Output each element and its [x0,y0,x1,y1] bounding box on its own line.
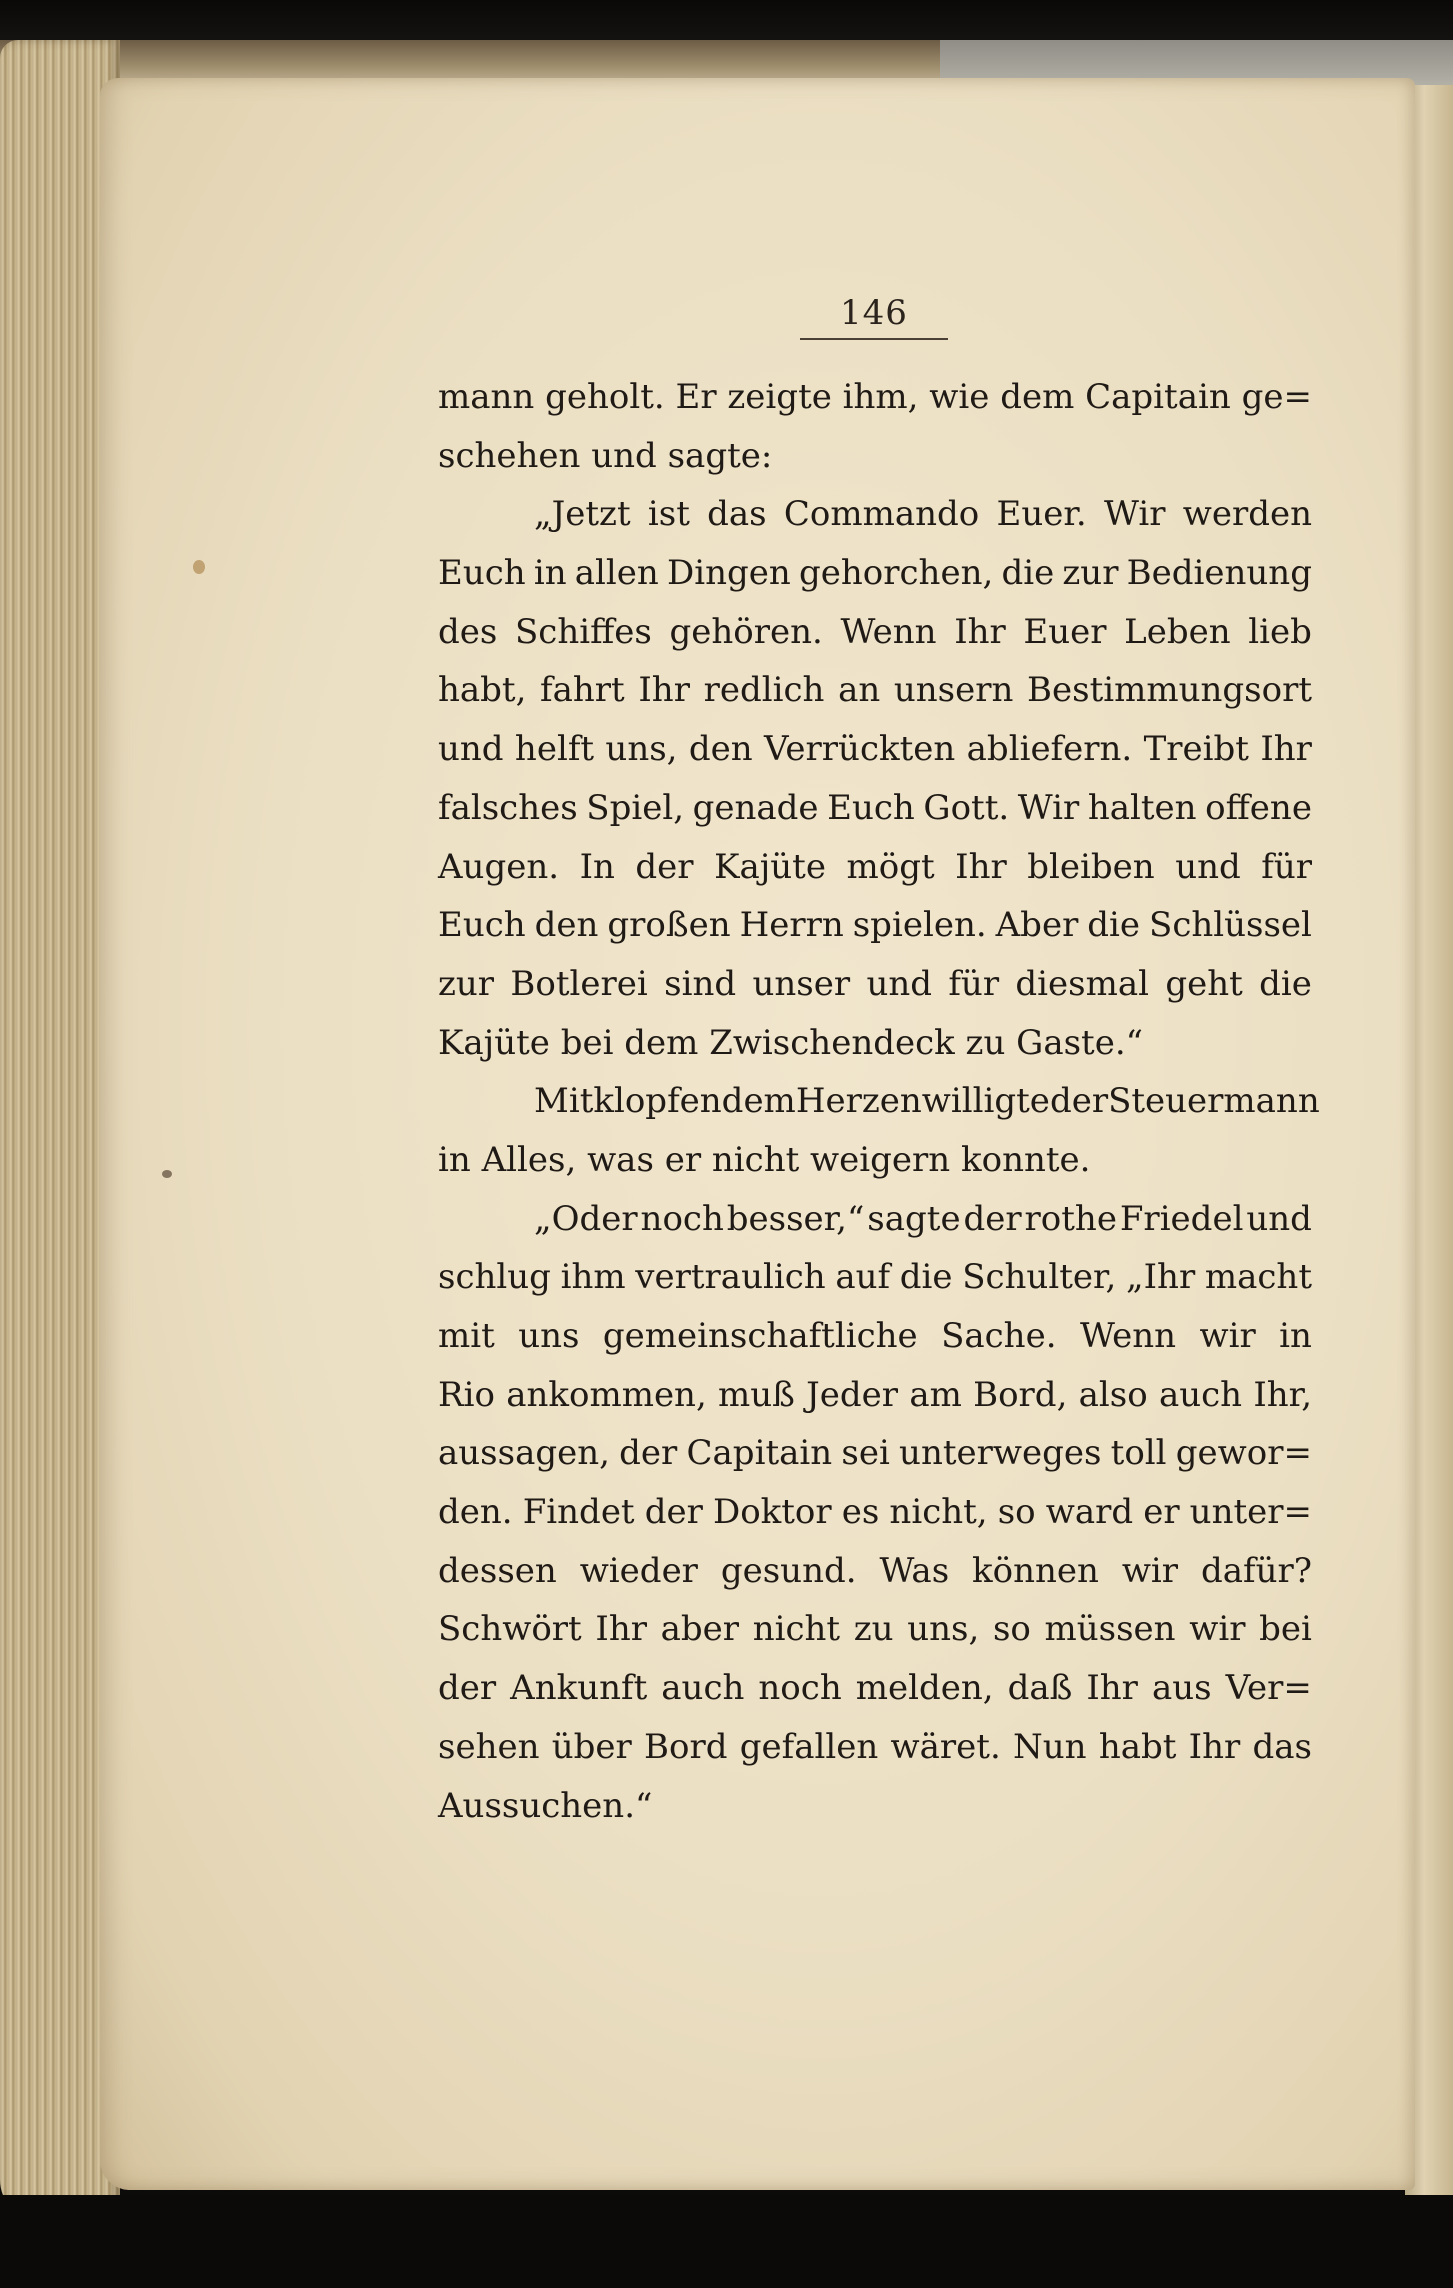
paper-speck [193,560,205,574]
text-line: schehen und sagte: [438,435,773,476]
text-line: mann geholt. Er zeigte ihm, wie dem Capitain ge= [438,377,1312,417]
text-line: aussagen, der Capitain sei unterweges toll gewor= [438,1433,1312,1474]
scan-background-bottom [0,2195,1453,2288]
body-text [438,368,1320,1835]
text-line: habt, fahrt Ihr redlich an unsern Bestimmungsort [438,670,1312,711]
text-line: falsches Spiel, genade Euch Gott. Wir halten offene [438,787,1312,828]
text-line: Aussuchen.“ [438,1785,653,1826]
header-rule [800,338,948,340]
text-line: Euch den großen Herrn spielen. Aber die Schlüssel [438,905,1312,946]
text-line: in Alles, was er nicht weigern konnte. [438,1139,1091,1180]
text-line: „Oder noch besser,“ sagte der rothe Friedel und [534,1198,1312,1239]
text-line: zur Botlerei sind unser und für diesmal geht die [438,963,1312,1004]
text-line: Kajüte bei dem Zwischendeck zu Gaste.“ [438,1022,1144,1063]
text-line: Rio ankommen, muß Jeder am Bord, also auch Ihr, [438,1374,1312,1415]
text-line: Euch in allen Dingen gehorchen, die zur Bedienung [438,553,1312,594]
text-line: und helft uns, den Verrückten abliefern. Treibt Ihr [438,729,1312,770]
page-number: 146 [840,293,908,333]
text-line: Mit klopfendem Herzen willigte der Steuermann [534,1081,1320,1122]
text-line: des Schiffes gehören. Wenn Ihr Euer Leben lieb [438,611,1312,652]
text-line: schlug ihm vertraulich auf die Schulter, „Ihr macht [438,1257,1312,1298]
text-line: Schwört Ihr aber nicht zu uns, so müssen wir bei [438,1609,1312,1650]
text-line: Augen. In der Kajüte mögt Ihr bleiben und für [438,846,1312,887]
text-line: dessen wieder gesund. Was können wir dafür? [438,1550,1312,1591]
paper-speck [162,1170,172,1178]
text-line: den. Findet der Doktor es nicht, so ward er unter= [438,1492,1312,1533]
text-line: mit uns gemeinschaftliche Sache. Wenn wir in [438,1316,1312,1356]
text-line: der Ankunft auch noch melden, daß Ihr aus Ver= [438,1668,1312,1709]
text-line: sehen über Bord gefallen wäret. Nun habt Ihr das [438,1726,1312,1767]
text-line: „Jetzt ist das Commando Euer. Wir werden [534,494,1312,535]
page-header [800,292,948,340]
